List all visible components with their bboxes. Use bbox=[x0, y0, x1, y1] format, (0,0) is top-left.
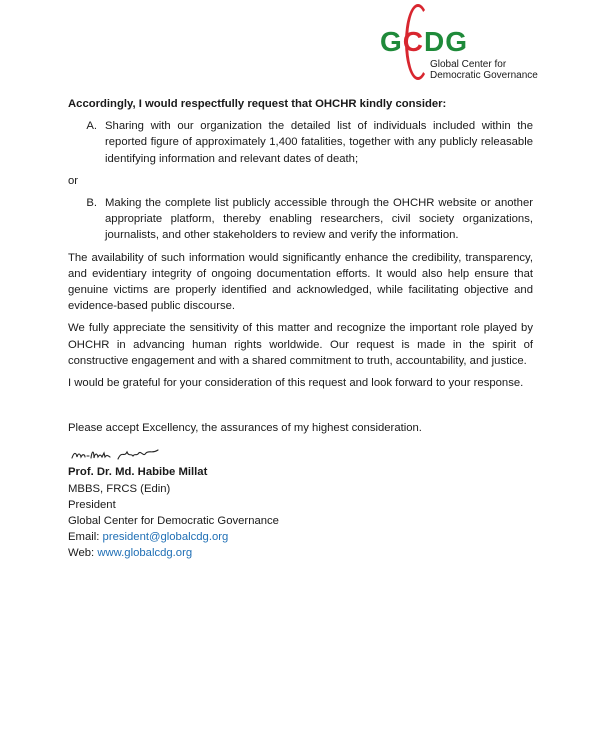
item-marker: B. bbox=[86, 197, 97, 210]
signer-email-line bbox=[68, 529, 533, 545]
signer-title: President bbox=[68, 498, 116, 511]
email-link[interactable]: president@globalcdg.org bbox=[102, 531, 229, 544]
signer-credentials: MBBS, FRCS (Edin) bbox=[68, 482, 171, 495]
logo-subtitle-line1: Global Center for bbox=[430, 59, 507, 70]
item-marker: A. bbox=[86, 120, 97, 133]
logo-letter-g: G bbox=[380, 26, 403, 57]
logo-subtitle-line2: Democratic Governance bbox=[430, 70, 538, 81]
logo-letter-c: C bbox=[402, 26, 425, 57]
email-label: Email: bbox=[68, 531, 103, 544]
request-item-b bbox=[68, 195, 533, 244]
paragraph-availability: The availability of such information would significantly enhance the credibility, transparency, and evidentiary integrity of ongoing documentation efforts. It would also help ensure that genuine victims are properly identified and acknowledged, while facilitating objective and evidence-based public discourse. bbox=[68, 251, 533, 313]
gcdg-logo bbox=[380, 4, 550, 86]
signer-name: Prof. Dr. Md. Habibe Millat bbox=[68, 466, 208, 479]
logo-subtitle bbox=[430, 59, 538, 81]
request-item-a bbox=[68, 118, 533, 167]
signer-organization: Global Center for Democratic Governance bbox=[68, 515, 279, 528]
item-text: Making the complete list publicly accessible through the OHCHR website or another appropriate platform, thereby enabling researchers, civil society organizations, journalists, and other stakeholders to review and verify the information. bbox=[105, 197, 533, 242]
web-label: Web: bbox=[68, 547, 98, 560]
item-text: Sharing with our organization the detailed list of individuals included within the reported figure of approximately 1,400 fatalities, together with any publicly releasable identifying information and relevant dates of death; bbox=[105, 120, 533, 165]
logo-letters-dg: DG bbox=[424, 26, 469, 57]
signature-scribble bbox=[70, 444, 170, 464]
logo-letters bbox=[380, 26, 468, 58]
request-lead: Accordingly, I would respectfully request that OHCHR kindly consider: bbox=[68, 98, 447, 110]
web-link[interactable]: www.globalcdg.org bbox=[97, 547, 193, 560]
paragraph-gratitude: I would be grateful for your consideration of this request and look forward to your response. bbox=[68, 377, 524, 390]
handwritten-signature bbox=[70, 444, 533, 464]
closing-line: Please accept Excellency, the assurances of my highest consideration. bbox=[68, 422, 422, 435]
or-separator: or bbox=[68, 174, 79, 187]
paragraph-appreciation: We fully appreciate the sensitivity of this matter and recognize the important role played by OHCHR in advancing human rights worldwide. Our request is made in the spirit of constructive engagement and with a shared commitment to truth, accountability, and justice. bbox=[68, 322, 533, 367]
letter-body bbox=[68, 96, 533, 562]
signer-block bbox=[68, 464, 533, 561]
signer-web-line bbox=[68, 545, 533, 561]
